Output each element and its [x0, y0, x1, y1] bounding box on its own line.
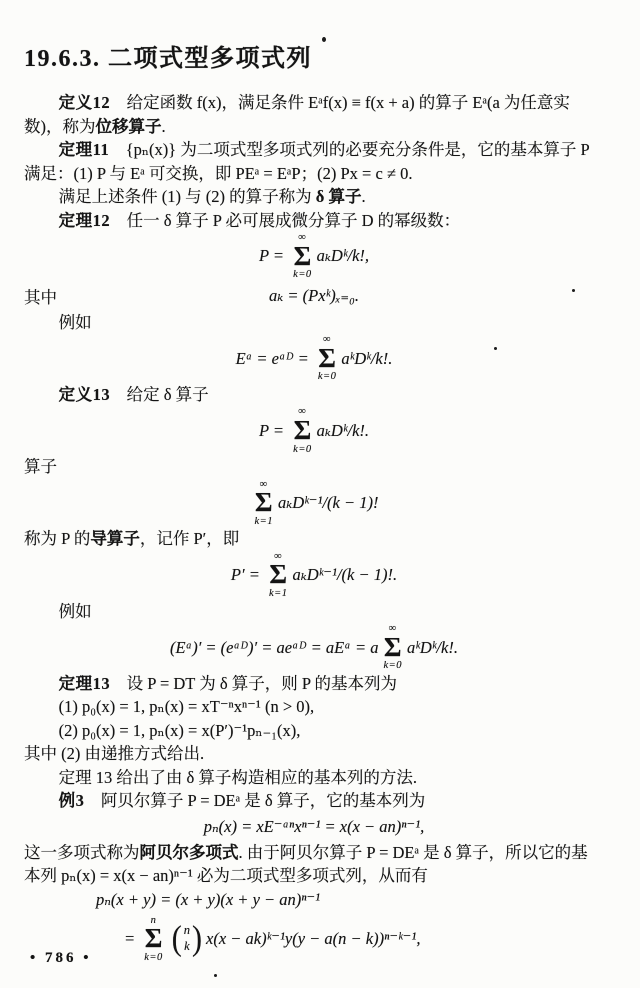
formula-abel-basic-sequence — [24, 813, 604, 841]
sum-lower-limit: k=0 — [383, 660, 402, 672]
recursion-note-text: 其中 (2) 由递推方式给出. — [24, 744, 205, 764]
section-heading: 19.6.3. 二项式型多项式列 — [24, 46, 312, 72]
for-example-label: 例如 — [58, 601, 92, 621]
sigma-symbol: Σ — [383, 631, 402, 662]
summation-sigma — [293, 406, 312, 455]
sum-lower-limit: k=0 — [317, 371, 337, 383]
example-3-text: 阿贝尔算子 P = DEᵃ 是 δ 算子，它的基本列为 — [84, 791, 426, 811]
formula-text: pₙ(x + y) = (x + y)(x + y − an)ⁿ⁻¹ — [96, 889, 321, 909]
summation-sigma — [269, 551, 288, 600]
sigma-symbol: Σ — [318, 342, 336, 373]
formula-lhs: Eᵃ = eᵃᴰ = — [235, 348, 313, 368]
method-note-text: 定理 13 给出了由 δ 算子构造相应的基本列的方法. — [58, 767, 418, 787]
theorem-12-text: 任一 δ 算子 P 必可展成微分算子 D 的幂级数： — [110, 210, 461, 230]
sum-upper-limit: ∞ — [274, 550, 283, 562]
theorem-13-paragraph — [24, 672, 604, 696]
item-2-text: (2) p₀(x) = 1, pₙ(x) = x(P′)⁻¹pₙ₋₁(x), — [58, 720, 301, 740]
basic-sequence-item-1 — [24, 695, 604, 719]
delta-operator-term: δ 算子 — [315, 187, 362, 206]
definition-12-paragraph — [24, 91, 604, 138]
formula-shift-operator-derivative — [24, 623, 604, 672]
theorem-12-label: 定理12 — [58, 210, 111, 230]
formula-rhs: aₖDᵏ⁻¹/(k − 1)!. — [292, 565, 398, 585]
summation-sigma — [318, 334, 337, 383]
example-3-paragraph — [24, 789, 604, 813]
formula-p-prime — [24, 551, 604, 600]
sum-lower-limit: k=0 — [293, 443, 312, 455]
delta-operator-note — [24, 185, 604, 209]
sum-lower-limit: k=0 — [293, 269, 312, 281]
formula-rhs: aᵏDᵏ/k!. — [341, 348, 393, 368]
basic-sequence-item-2 — [24, 719, 604, 743]
derived-operator-note — [24, 527, 604, 551]
sum-upper-limit: ∞ — [298, 406, 307, 418]
formula-binomial-identity-sum — [124, 914, 604, 964]
summation-sigma — [383, 623, 402, 672]
summation-sigma — [144, 915, 163, 964]
delta-note-period: . — [361, 187, 366, 206]
where-band — [24, 281, 604, 311]
where-label: 其中 — [24, 287, 57, 307]
formula-shift-operator-expansion — [24, 334, 604, 383]
abel-post-text: . 由于阿贝尔算子 P = DEᵃ 是 δ 算子，所以它的基本列 pₙ(x) = x(x − an)ⁿ⁻¹ 必为二项式型多项式列，从而有 — [24, 842, 588, 886]
sum-upper-limit: ∞ — [388, 623, 397, 635]
sigma-symbol: Σ — [254, 487, 273, 518]
derived-operator-term: 导算子 — [90, 529, 140, 549]
formula-text: pₙ(x) = xE⁻ᵃⁿxⁿ⁻¹ = x(x − an)ⁿ⁻¹, — [203, 816, 425, 836]
formula-given-delta-operator — [24, 406, 604, 455]
abel-polynomial-term: 阿贝尔多项式 — [139, 842, 239, 862]
sum-lower-limit: k=1 — [254, 515, 273, 527]
sum-upper-limit: ∞ — [298, 232, 307, 243]
recursion-note — [24, 742, 604, 766]
theorem-13-text: 设 P = DT 为 δ 算子，则 P 的基本列为 — [110, 673, 398, 693]
sum-lower-limit: k=0 — [144, 951, 163, 963]
formula-rhs: aₖDᵏ/k!, — [316, 246, 370, 266]
formula-lhs: (Eᵃ)′ = (eᵃᴰ)′ = aeᵃᴰ = aEᵃ = a — [170, 637, 379, 657]
left-paren: ( — [171, 919, 182, 958]
shift-operator-term: 位移算子 — [95, 116, 162, 136]
formula-rhs: x(x − ak)ᵏ⁻¹y(y − a(n − k))ⁿ⁻ᵏ⁻¹, — [206, 928, 421, 948]
operator-word: 算子 — [24, 457, 57, 477]
abel-pre-text: 这一多项式称为 — [24, 842, 140, 862]
sigma-symbol: Σ — [293, 240, 312, 271]
formula-lhs: P′ = — [230, 565, 264, 585]
sum-lower-limit: k=1 — [268, 588, 288, 600]
example-lead-in — [24, 311, 604, 335]
theorem-11-label: 定理11 — [58, 140, 110, 159]
binomial-coefficient — [171, 919, 203, 958]
theorem-12-paragraph — [24, 209, 604, 233]
summation-sigma — [254, 479, 273, 528]
formula-derived-operator-series — [24, 479, 604, 528]
sum-upper-limit: ∞ — [259, 478, 268, 490]
definition-13-paragraph — [24, 383, 604, 407]
item-1-text: (1) p₀(x) = 1, pₙ(x) = xT⁻ⁿxⁿ⁻¹ (n > 0), — [58, 697, 315, 717]
theorem-13-method-note — [24, 766, 604, 790]
equals-sign: = — [124, 928, 140, 948]
sigma-symbol: Σ — [144, 923, 163, 954]
formula-lhs: P = — [258, 246, 289, 266]
definition-12-text: 给定函数 f(x)，满足条件 Eᵃf(x) ≡ f(x + a) 的算子 Eᵃ(a 为任意实数)，称为 — [24, 93, 570, 136]
page-number: • 786 • — [30, 950, 92, 966]
theorem-11-paragraph — [24, 138, 604, 185]
definition-13-label: 定义13 — [58, 384, 111, 404]
binomial-bottom: k — [184, 938, 190, 953]
definition-12-period: . — [161, 116, 166, 136]
summation-sigma — [293, 232, 312, 281]
formula-binomial-identity-lhs — [96, 888, 604, 912]
abel-polynomial-paragraph — [24, 841, 604, 888]
sum-upper-limit: ∞ — [323, 334, 332, 346]
binomial-top: n — [183, 923, 191, 938]
formula-rhs: aₖDᵏ⁻¹/(k − 1)! — [277, 493, 379, 513]
formula-ak-coefficient — [269, 282, 359, 310]
sigma-symbol: Σ — [269, 559, 288, 590]
formula-p-power-series — [24, 232, 604, 281]
formula-rhs: aₖDᵏ/k!. — [316, 420, 370, 440]
theorem-13-label: 定理13 — [58, 673, 111, 693]
scan-speck — [322, 37, 326, 42]
scan-speck — [494, 347, 497, 350]
example-3-label: 例3 — [58, 791, 85, 811]
right-paren: ) — [192, 919, 203, 958]
formula-rhs: aᵏDᵏ/k!. — [406, 637, 458, 657]
for-example-label: 例如 — [58, 312, 92, 332]
formula-lhs: P = — [258, 420, 289, 440]
formula-text: aₖ = (Pxᵏ)ₓ₌₀. — [269, 285, 359, 305]
example-lead-in-2 — [24, 600, 604, 624]
definition-12-label: 定义12 — [58, 93, 111, 112]
theorem-11-text: {pₙ(x)} 为二项式型多项式列的必要充分条件是，它的基本算子 P 满足：(1) P 与 Eᵃ 可交换，即 PEᵃ = EᵃP；(2) Px = c ≠ 0. — [24, 140, 590, 183]
sigma-symbol: Σ — [293, 415, 312, 446]
scan-speck — [214, 974, 217, 977]
delta-note-text: 满足上述条件 (1) 与 (2) 的算子称为 — [58, 187, 316, 206]
derived-note-text: 称为 P 的 — [24, 529, 91, 549]
derived-note-tail: ，记作 P′，即 — [139, 529, 240, 549]
sum-upper-limit: n — [150, 914, 157, 926]
definition-13-text: 给定 δ 算子 — [110, 384, 209, 404]
operator-label-line — [24, 455, 604, 479]
